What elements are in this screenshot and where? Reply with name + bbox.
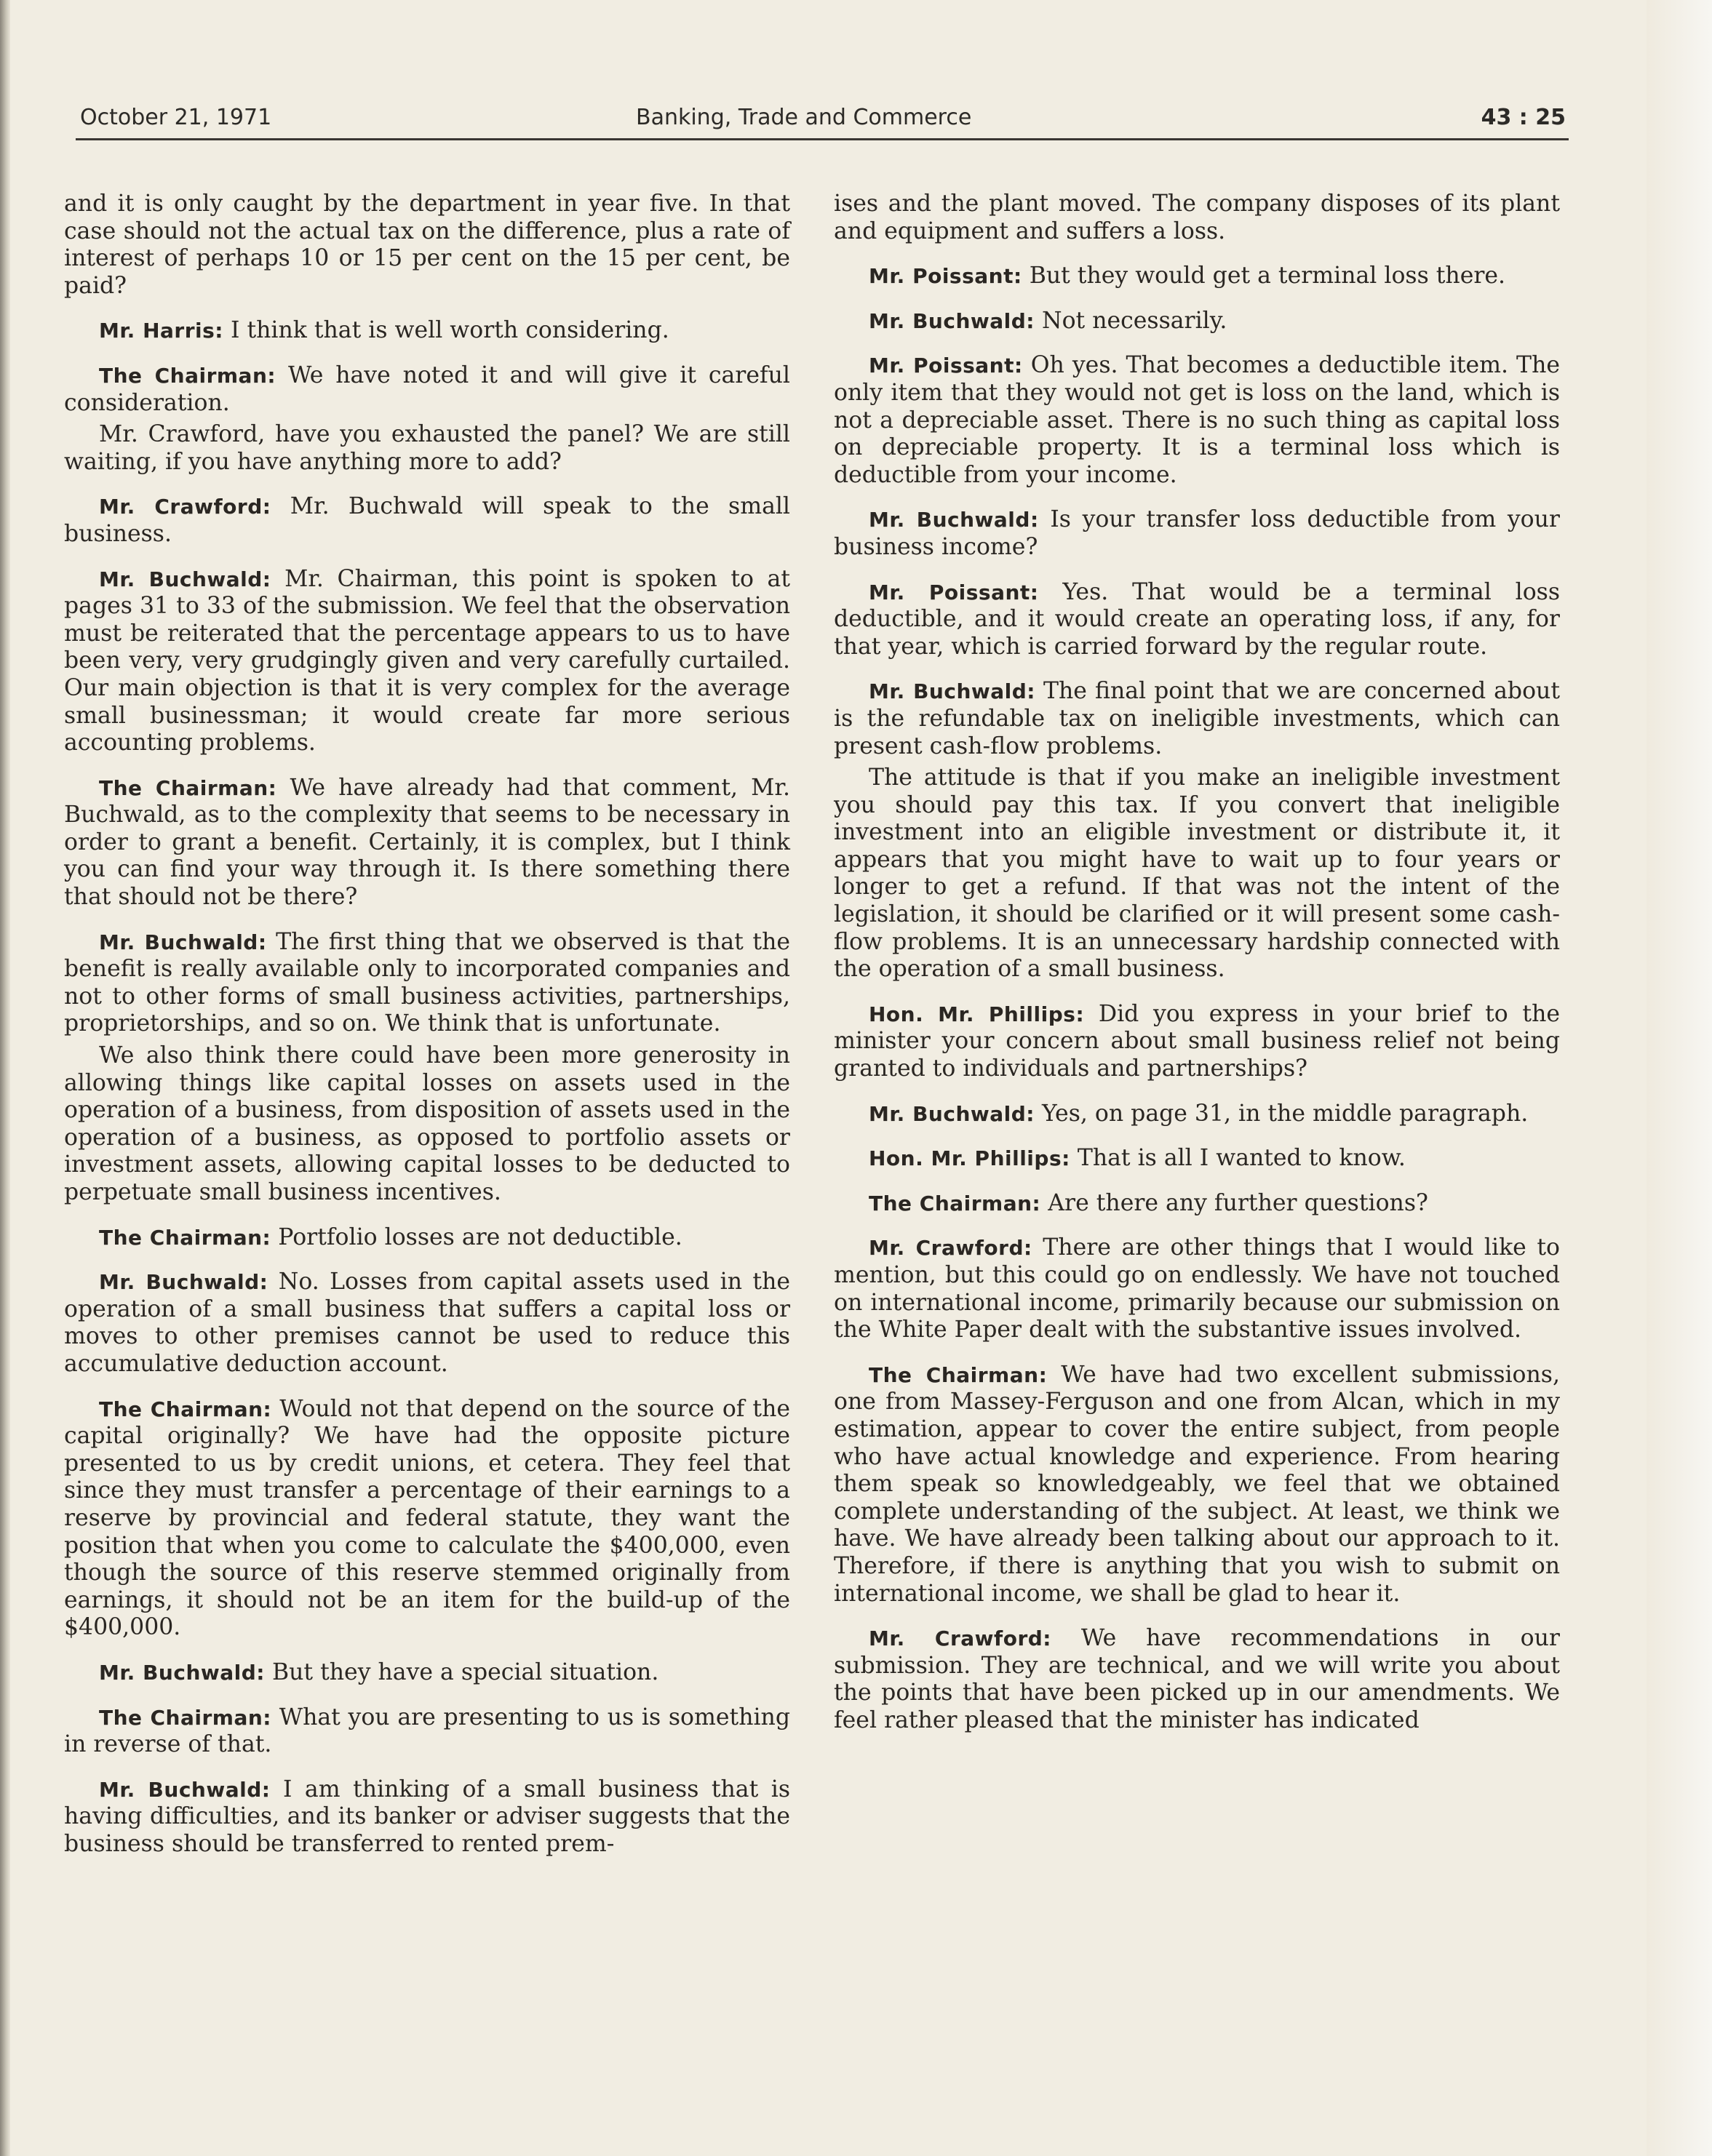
speech-text: We have had two excellent submissions, one from Massey-Ferguson and one from Alcan, which in my estimation, appear to cover the entire subject, from people who have actual knowledge and experience. From hearing them speak so knowledgeably, we feel that we obtained complete understanding of the subject. At least, we think we have. We have already been talking about our approach to it. Therefore, if there is anything that you wish to submit on international income, we shall be glad to hear it.: [834, 1361, 1560, 1607]
speech-text: Oh yes. That becomes a deductible item. The only item that they would not get is loss on the land, which is not a depreciable asset. There is no such thing as capital loss on depreciable property. It is a terminal loss which is deductible from your income.: [834, 352, 1560, 488]
transcript-paragraph: [64, 1396, 790, 1642]
speech-text: There are other things that I would like to mention, but this could go on endlessly. We have not touched on international income, primarily because our submission on the White Paper dealt with the substantive issues involved.: [834, 1234, 1560, 1343]
speaker-name: Mr. Buchwald:: [869, 1101, 1035, 1126]
speaker-name: Hon. Mr. Phillips:: [869, 1002, 1085, 1026]
transcript-paragraph: [834, 678, 1560, 760]
speaker-name: Mr. Poissant:: [869, 264, 1022, 289]
speech-text: The attitude is that if you make an ineligible investment you should pay this tax. If you convert that ineligible investment into an eligible investment or distribute it, it appears that you might have to wait up to four years or longer to get a refund. If that was not the intent of the legislation, it should be clarified or it will present some cash-flow problems. It is an unnecessary hardship connected with the operation of a small business.: [834, 764, 1560, 983]
transcript-paragraph: [64, 1224, 790, 1252]
document-page: [64, 0, 1564, 2156]
left-column: [64, 191, 790, 1875]
speech-text: We also think there could have been more generosity in allowing things like capital losses on assets used in the operation of a business, from disposition of assets used in the operation of a business, as opposed to portfolio assets or investment assets, allowing capital losses to be deducted to perpetuate small business incentives.: [64, 1042, 790, 1205]
speaker-name: Mr. Crawford:: [869, 1626, 1051, 1651]
transcript-paragraph: [64, 493, 790, 548]
speaker-name: The Chairman:: [99, 1397, 272, 1421]
speech-text: Mr. Crawford, have you exhausted the panel? We are still waiting, if you have anything more to add?: [64, 421, 790, 475]
speaker-name: The Chairman:: [869, 1191, 1041, 1215]
speech-text: What you are presenting to us is something in reverse of that.: [64, 1704, 791, 1758]
header-page-number: 43 : 25: [1481, 105, 1566, 130]
speaker-name: Mr. Buchwald:: [99, 1270, 268, 1295]
transcript-paragraph: [64, 775, 790, 911]
speech-text: ises and the plant moved. The company disposes of its plant and equipment and suffers a loss.: [834, 191, 1560, 244]
speech-text: Is your transfer loss deductible from your business income?: [834, 506, 1560, 560]
speech-text: Did you express in your brief to the minister your concern about small business relief not being granted to individuals and partnerships?: [834, 1000, 1560, 1082]
transcript-paragraph: [64, 929, 790, 1038]
speaker-name: Mr. Buchwald:: [99, 1777, 271, 1802]
transcript-paragraph: [834, 263, 1560, 290]
running-header: [80, 105, 1566, 138]
speaker-name: Mr. Buchwald:: [99, 1660, 265, 1685]
speech-text: Portfolio losses are not deductible.: [278, 1223, 682, 1250]
speaker-name: Mr. Crawford:: [869, 1236, 1032, 1261]
transcript-paragraph: [834, 308, 1560, 335]
speech-text: Yes, on page 31, in the middle paragraph.: [1042, 1100, 1529, 1127]
speaker-name: Mr. Poissant:: [869, 580, 1039, 604]
speaker-name: Mr. Buchwald:: [99, 930, 267, 954]
transcript-paragraph: [834, 191, 1560, 245]
speech-text: Would not that depend on the source of the capital originally? We have had the opposite picture presented to us by credit unions, et cetera. They feel that since they must transfer a percentage of their earnings to a reserve by provincial and federal statute, they want the position that when you come to calculate the $400,000, even though the source of this reserve stemmed originally from earnings, it should not be an item for the build-up of the $400,000.: [64, 1395, 791, 1641]
speech-text: No. Losses from capital assets used in the operation of a small business that suffers a capital loss or moves to other premises cannot be used to reduce this accumulative deduction account.: [64, 1269, 790, 1377]
transcript-paragraph: [64, 1042, 790, 1207]
speech-text: That is all I wanted to know.: [1077, 1145, 1406, 1172]
transcript-paragraph: [834, 1234, 1560, 1343]
speech-text: Mr. Chairman, this point is spoken to at pages 31 to 33 of the submission. We feel that the observation must be reiterated that the percentage appears to us to have been very, very grudgingly given and very carefully curtailed. Our main objection is that it is very complex for the average small businessman; it would create far more serious accounting problems.: [64, 565, 790, 756]
speech-text: We have recommendations in our submission. They are technical, and we will write you about the points that have been picked up in our amendments. We feel rather pleased that the minister has indicated: [834, 1625, 1560, 1733]
header-title: Banking, Trade and Commerce: [636, 105, 972, 130]
speaker-name: Mr. Harris:: [99, 319, 223, 343]
speaker-name: The Chairman:: [99, 1705, 271, 1730]
transcript-paragraph: [834, 1362, 1560, 1608]
speech-text: Are there any further questions?: [1048, 1189, 1428, 1216]
transcript-paragraph: [64, 1776, 790, 1858]
transcript-paragraph: [64, 317, 790, 345]
transcript-paragraph: [834, 1145, 1560, 1173]
speaker-name: The Chairman:: [99, 775, 277, 800]
speech-text: We have noted it and will give it careful consideration.: [64, 362, 791, 416]
header-rule: [76, 138, 1569, 140]
header-date: October 21, 1971: [80, 105, 272, 130]
page-edge: [1647, 0, 1712, 2156]
transcript-paragraph: [64, 1704, 790, 1759]
speech-text: We have already had that comment, Mr. Buchwald, as to the complexity that seems to be necessary in order to grant a benefit. Certainly, it is complex, but I think you can find your way through it. Is there something there that should not be there?: [64, 774, 790, 911]
speaker-name: Mr. Buchwald:: [869, 679, 1035, 704]
transcript-paragraph: [834, 579, 1560, 661]
transcript-paragraph: [834, 1001, 1560, 1083]
speech-text: I think that is well worth considering.: [231, 317, 669, 344]
speaker-name: Mr. Buchwald:: [869, 508, 1039, 532]
speech-text: and it is only caught by the department in year five. In that case should not the actual tax on the difference, plus a rate of interest of perhaps 10 or 15 per cent on the 15 per cent, be paid?: [64, 191, 790, 299]
transcript-paragraph: [64, 362, 790, 417]
page-binding-shadow: [0, 0, 10, 2156]
transcript-paragraph: [64, 1269, 790, 1378]
transcript-paragraph: [834, 1625, 1560, 1734]
transcript-paragraph: [834, 1190, 1560, 1218]
transcript-paragraph: [834, 352, 1560, 489]
speech-text: Yes. That would be a terminal loss deductible, and it would create an operating loss, if any, for that year, which is carried forward by the regular route.: [834, 578, 1560, 660]
speech-text: The first thing that we observed is that the benefit is really available only to incorporated companies and not to other forms of small business activities, partnerships, proprietorships, and so on. We think that is unfortunate.: [64, 928, 790, 1037]
transcript-paragraph: [834, 506, 1560, 561]
transcript-paragraph: [64, 1659, 790, 1687]
speaker-name: Mr. Buchwald:: [869, 308, 1035, 333]
speech-text: Not necessarily.: [1042, 307, 1227, 334]
transcript-paragraph: [64, 566, 790, 757]
speaker-name: Mr. Crawford:: [99, 495, 271, 519]
speaker-name: Hon. Mr. Phillips:: [869, 1146, 1070, 1171]
speaker-name: The Chairman:: [99, 363, 276, 388]
speaker-name: The Chairman:: [99, 1225, 271, 1250]
speech-text: But they have a special situation.: [272, 1658, 659, 1685]
speaker-name: Mr. Buchwald:: [99, 567, 271, 591]
speech-text: But they would get a terminal loss there.: [1029, 263, 1506, 290]
transcript-paragraph: [64, 191, 790, 300]
right-column: [834, 191, 1560, 1752]
transcript-paragraph: [834, 1101, 1560, 1128]
speaker-name: The Chairman:: [869, 1362, 1048, 1387]
speech-text: The final point that we are concerned about is the refundable tax on ineligible investments, which can present cash-flow problems.: [834, 678, 1560, 759]
transcript-paragraph: [834, 764, 1560, 983]
transcript-paragraph: [64, 421, 790, 476]
speech-text: Mr. Buchwald will speak to the small business.: [64, 493, 790, 547]
speech-text: I am thinking of a small business that is having difficulties, and its banker or adviser suggests that the business should be transferred to rented prem-: [64, 1776, 790, 1857]
speaker-name: Mr. Poissant:: [869, 354, 1023, 378]
